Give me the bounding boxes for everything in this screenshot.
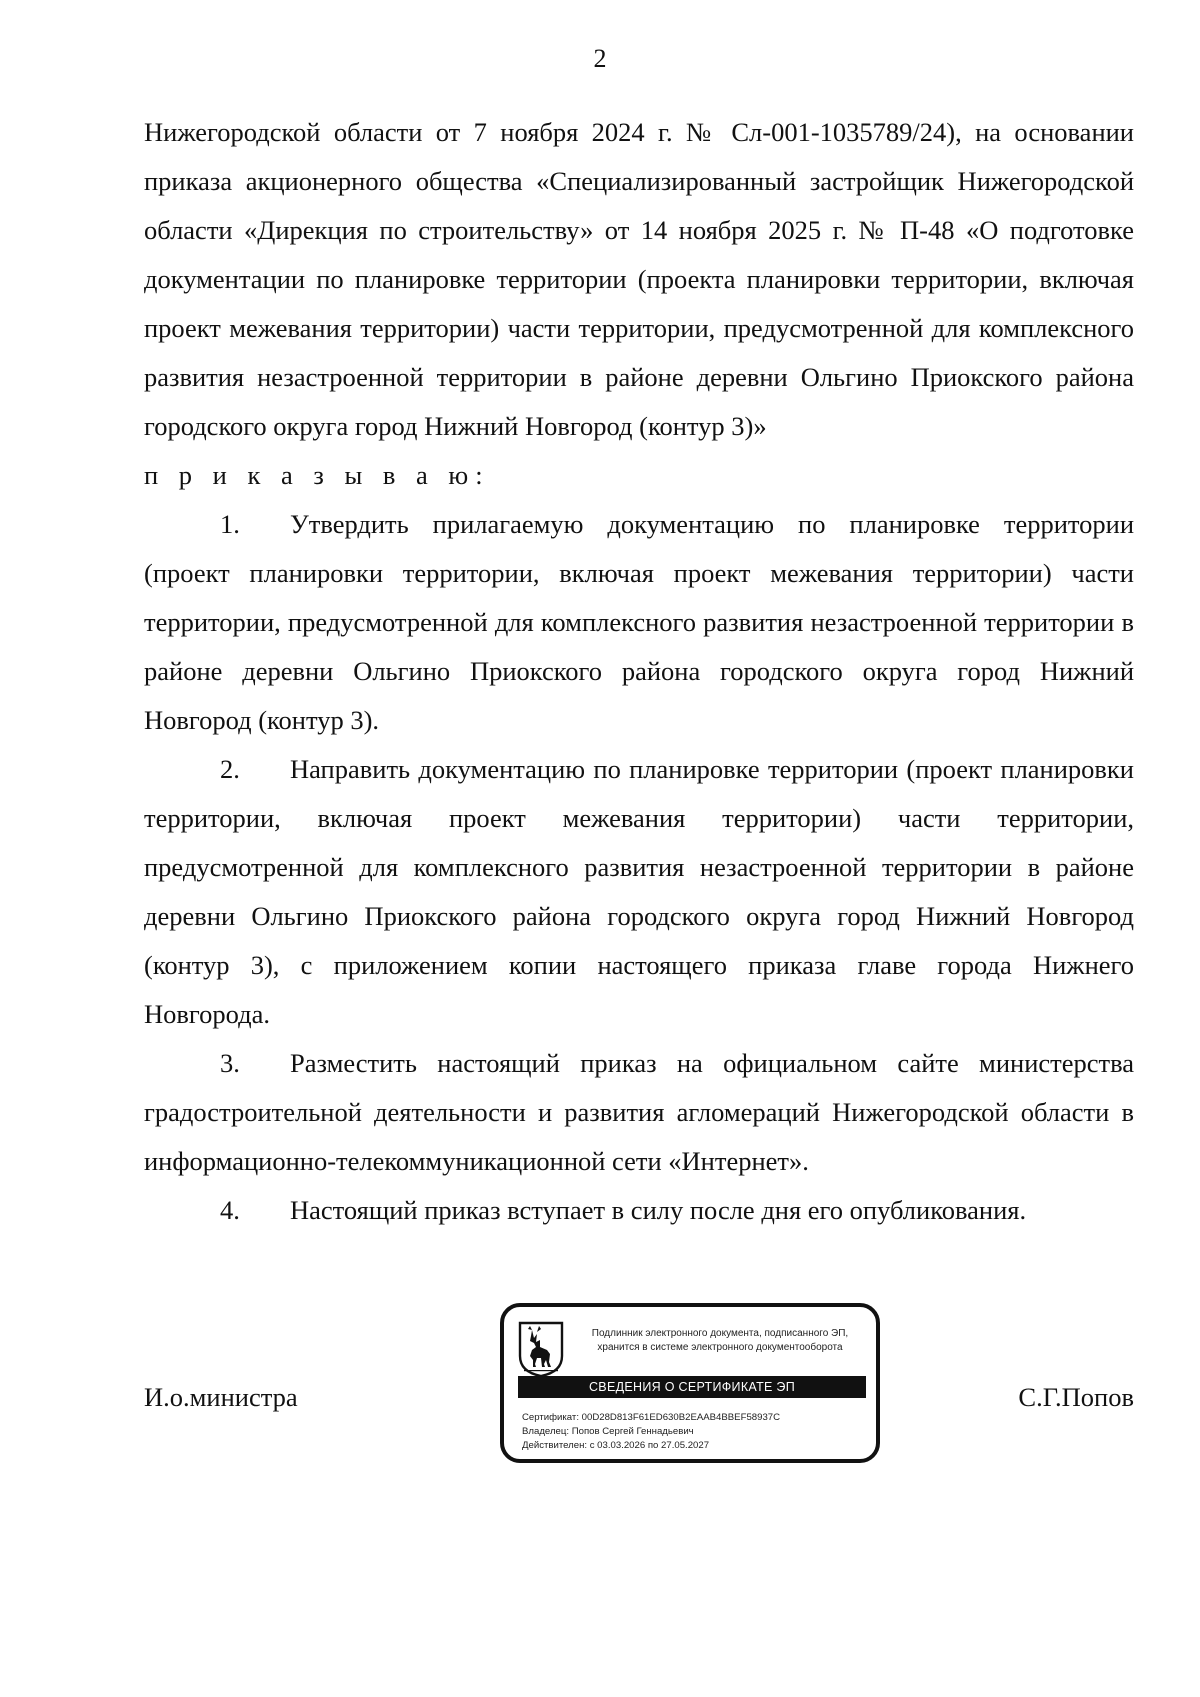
page-number: 2 (593, 44, 607, 73)
stamp-notice-line: Подлинник электронного документа, подписанного ЭП, (591, 1328, 849, 1339)
signatory-name: С.Г.Попов (1018, 1382, 1134, 1412)
order-item-1 (144, 500, 1134, 745)
order-item-text: Разместить настоящий приказ на официальном сайте министерства градостроительной деятельности и развития агломераций Нижегородской области в информационно-телекоммуникационной сети «Интернет». (144, 1048, 1134, 1176)
document-body (144, 108, 1134, 1235)
certificate-owner: Владелец: Попов Сергей Геннадьевич (522, 1426, 694, 1437)
certificate-details (522, 1411, 780, 1453)
deer-coat-of-arms-icon (517, 1320, 565, 1378)
intro-paragraph: Нижегородской области от 7 ноября 2024 г. № Сл-001-1035789/24), на основании приказа акционерного общества «Специализированный застройщик Нижегородской области «Дирекция по строительству» от 14 ноября 2025 г. № П-48 «О подготовке документации по планировке территории (проекта планировки территории, включая проект межевания территории) части территории, предусмотренной для комплексного развития незастроенной территории в районе деревни Ольгино Приокского района городского округа город Нижний Новгород (контур 3)» (144, 117, 1134, 441)
certificate-validity: Действителен: с 03.03.2026 по 27.05.2027 (522, 1440, 710, 1451)
order-item-number: 2. (220, 754, 240, 784)
certificate-info-header: СВЕДЕНИЯ О СЕРТИФИКАТЕ ЭП (518, 1376, 866, 1398)
order-item-4 (144, 1186, 1134, 1235)
order-item-text: Настоящий приказ вступает в силу после дня его опубликования. (290, 1195, 1027, 1225)
order-item-text: Утвердить прилагаемую документацию по планировке территории (проект планировки территории, включая проект межевания территории) части территории, предусмотренной для комплексного развития незастроенной территории в районе деревни Ольгино Приокского района городского округа город Нижний Новгород (контур 3). (144, 509, 1134, 735)
order-item-3 (144, 1039, 1134, 1186)
order-item-text: Направить документацию по планировке территории (проект планировки территории, включая проект межевания территории) части территории, предусмотренной для комплексного развития незастроенной территории в районе деревни Ольгино Приокского района городского округа город Нижний Новгород (контур 3), с приложением копии настоящего приказа главе города Нижнего Новгорода. (144, 754, 1134, 1029)
order-word: п р и к а з ы в а ю: (144, 460, 490, 490)
stamp-notice (570, 1327, 870, 1355)
stamp-notice-line: хранится в системе электронного документооборота (597, 1342, 843, 1353)
order-item-number: 4. (220, 1195, 240, 1225)
order-item-number: 3. (220, 1048, 240, 1078)
electronic-signature-stamp (500, 1303, 880, 1463)
order-item-2 (144, 745, 1134, 1039)
signatory-position: И.о.министра (144, 1382, 298, 1412)
certificate-number: Сертификат: 00D28D813F61ED630B2EAAB4BBEF58937C (522, 1412, 781, 1423)
order-item-number: 1. (220, 509, 240, 539)
